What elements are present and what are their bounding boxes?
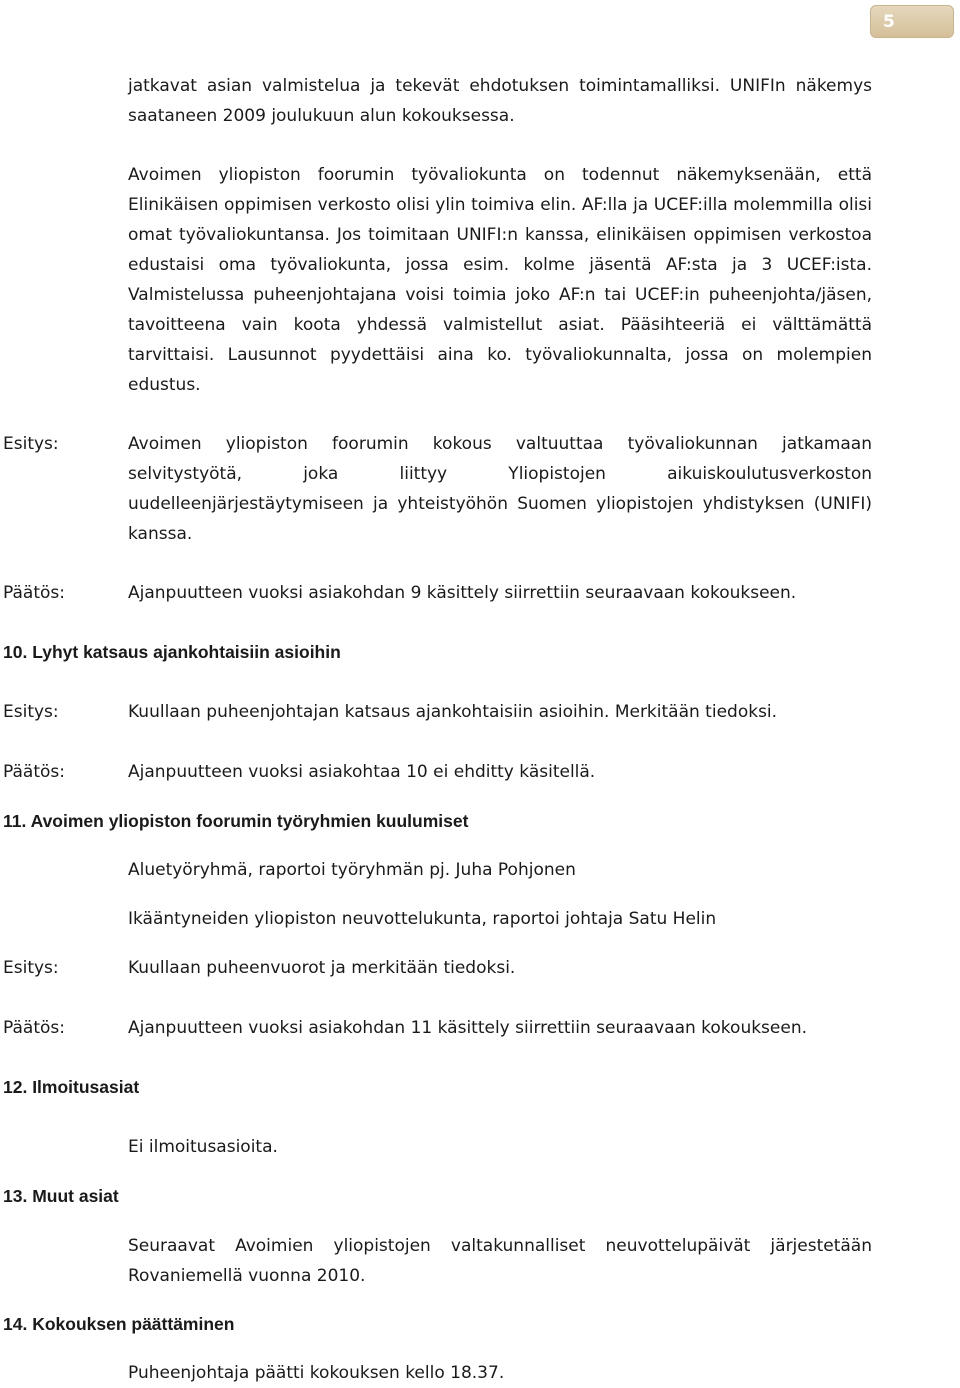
item9-paatos-text: Ajanpuutteen vuoksi asiakohdan 9 käsittely siirrettiin seuraavaan kokoukseen.: [128, 583, 797, 603]
item11-esitys-label: Esitys:: [3, 958, 59, 978]
item14-text: Puheenjohtaja päätti kokouksen kello 18.37.: [128, 1363, 505, 1383]
item10-paatos-label: Päätös:: [3, 762, 65, 782]
item9-esitys-label: Esitys:: [3, 434, 59, 454]
item12-heading: 12. Ilmoitusasiat: [3, 1077, 140, 1097]
item11-line-2: Ikääntyneiden yliopiston neuvottelukunta, raportoi johtaja Satu Helin: [128, 909, 717, 929]
item11-paatos-label: Päätös:: [3, 1018, 65, 1038]
page-number: 5: [883, 12, 895, 32]
intro-paragraph-1: jatkavat asian valmistelua ja tekevät ehdotuksen toimintamalliksi. UNIFIn näkemys saataneen 2009 joulukuun alun kokouksessa.: [128, 76, 872, 126]
item10-esitys-label: Esitys:: [3, 702, 59, 722]
item13-heading: 13. Muut asiat: [3, 1186, 119, 1206]
page-number-badge: [870, 5, 954, 38]
intro-paragraph-2: Avoimen yliopiston foorumin työvaliokunta on todennut näkemyksenään, että Elinikäisen oppimisen verkosto olisi ylin toimiva elin. AF:lla ja UCEF:illa molemmilla olisi omat työvaliokuntansa. Jos toimitaan UNIFI:n kanssa, elinikäisen oppimisen verkostoa edustaisi oma työvaliokunta, jossa esim. kolme jäsentä AF:sta ja 3 UCEF:ista. Valmistelussa puheenjohtajana voisi toimia joko AF:n tai UCEF:in puheenjohta/jäsen, tavoitteena vain koota yhdessä valmistellut asiat. Pääsihteeriä ei välttämättä tarvittaisi. Lausunnot pyydettäisi aina ko. työvaliokunnalta, jossa on molempien edustus.: [128, 165, 872, 395]
item11-line-1: Aluetyöryhmä, raportoi työryhmän pj. Juha Pohjonen: [128, 860, 576, 880]
item10-paatos-text: Ajanpuutteen vuoksi asiakohtaa 10 ei ehditty käsitellä.: [128, 762, 596, 782]
item11-paatos-text: Ajanpuutteen vuoksi asiakohdan 11 käsittely siirrettiin seuraavaan kokoukseen.: [128, 1018, 808, 1038]
item10-esitys-text: Kuullaan puheenjohtajan katsaus ajankohtaisiin asioihin. Merkitään tiedoksi.: [128, 702, 778, 722]
item13-text: Seuraavat Avoimien yliopistojen valtakunnalliset neuvottelupäivät järjestetään Rovaniemellä vuonna 2010.: [128, 1236, 872, 1286]
item11-heading: 11. Avoimen yliopiston foorumin työryhmien kuulumiset: [3, 811, 469, 831]
item9-paatos-label: Päätös:: [3, 583, 65, 603]
item11-esitys-text: Kuullaan puheenvuorot ja merkitään tiedoksi.: [128, 958, 516, 978]
item12-text: Ei ilmoitusasioita.: [128, 1137, 278, 1157]
item9-esitys-text: Avoimen yliopiston foorumin kokous valtuuttaa työvaliokunnan jatkamaan selvitystyötä, joka liittyy Yliopistojen aikuiskoulutusverkoston uudelleenjärjestäytymiseen ja yhteistyöhön Suomen yliopistojen yhdistyksen (UNIFI) kanssa.: [128, 434, 872, 544]
item14-heading: 14. Kokouksen päättäminen: [3, 1314, 235, 1334]
item10-heading: 10. Lyhyt katsaus ajankohtaisiin asioihin: [3, 642, 341, 662]
